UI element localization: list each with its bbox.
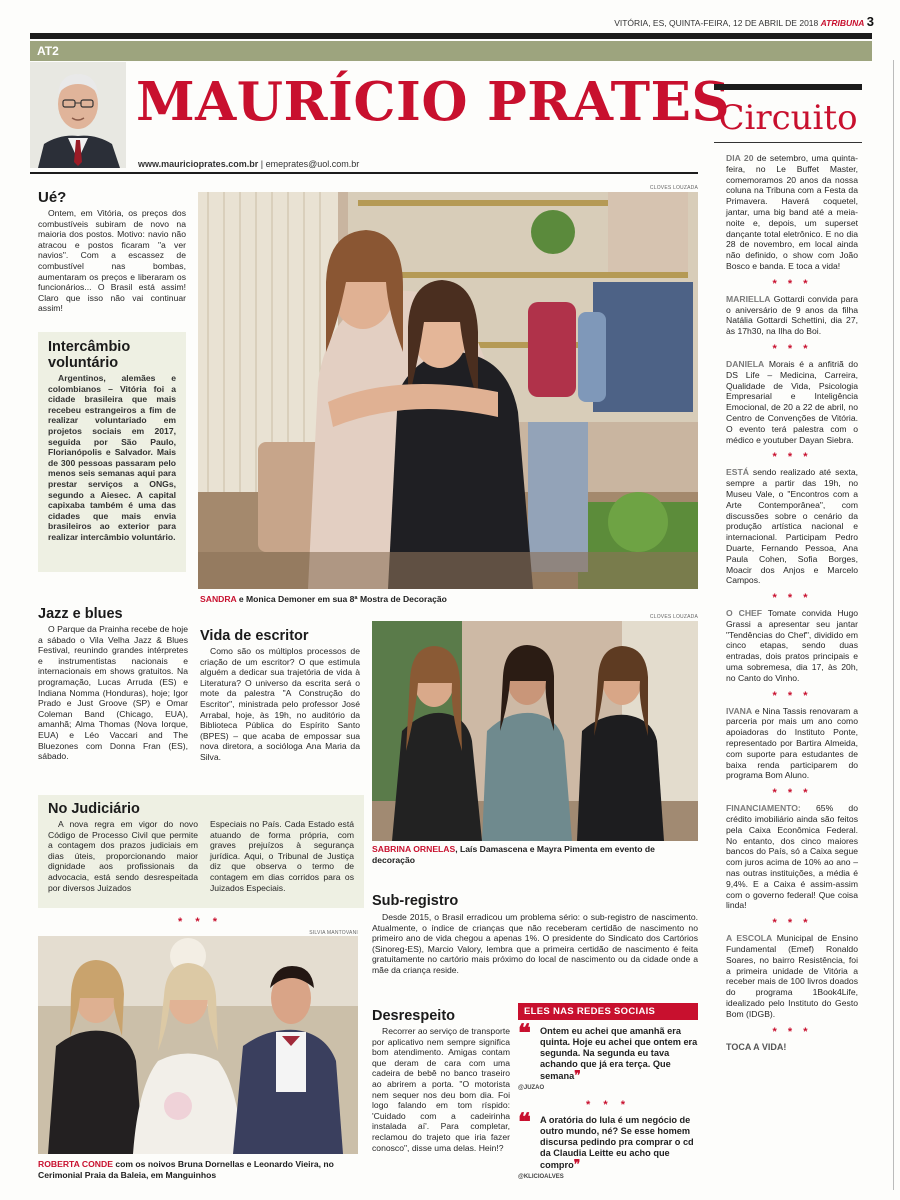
- second-photo: [372, 621, 698, 841]
- circuito-item: [726, 608, 858, 684]
- columnist-portrait: [30, 62, 126, 168]
- redes-quote-1-text: Ontem eu achei que amanhã era quinta. Hoje eu achei que ontem era segunda. Na segunda eu tava achando que já era terça. Que semana: [540, 1026, 698, 1081]
- article-judiciario-title: No Judiciário: [48, 801, 140, 817]
- contact-separator: |: [260, 159, 264, 169]
- article-desrespeito-text: Recorrer ao serviço de transporte por aplicativo nem sempre significa bom atendimento. Amigas contam que deram de cara com uma cadeira de bebê no banco traseiro ao abrirem a porta. "O motorista nem sequer nos deu bom dia. Foi logo falando em tom ríspido: 'Cuidado com a cadeirinha instalada aí'. Para completar, reclamou do trajeto que iria fazer conosco", disse uma delas. Hein!?: [372, 1026, 511, 1153]
- circuito-item: [726, 933, 858, 1019]
- circuito-item-lead: DANIELA: [726, 358, 765, 369]
- main-photo-credit: CLOVES LOUZADA: [649, 185, 698, 191]
- circuito-item: [726, 467, 858, 586]
- article-judiciario: [38, 795, 364, 908]
- circuito-items: [714, 153, 862, 1038]
- circuito-item-lead: MARIELLA: [726, 293, 771, 304]
- page-number: 3: [866, 14, 874, 29]
- main-photo-caption-name: SANDRA: [200, 594, 237, 604]
- circuito-item-text: sendo realizado até sexta, sempre a partir das 19h, no Museu Vale, o "Encontros com a Arte Contemporânea", com discussões sobre o cenário da produção artística nacional e internacional. Participam Pedro Duarte, Fernando Pessoa, Ana Paula Cohen, Sofia Borges, Moacir dos Anjos e Marcelo Campos.: [726, 467, 858, 586]
- circuito-item: [726, 294, 858, 337]
- paper-name: ATRIBUNA: [820, 18, 865, 28]
- column-title: MAURÍCIO PRATES: [136, 71, 731, 133]
- circuito-item-lead: FINANCIAMENTO:: [726, 803, 801, 814]
- contact-line: [138, 159, 359, 169]
- circuito-item-lead: DIA 20: [726, 153, 754, 163]
- article-intercambio-title: Intercâmbio voluntário: [48, 339, 131, 371]
- header-rule: [30, 172, 698, 174]
- article-intercambio-text: Argentinos, alemães e colombianos – Vitória foi a cidade brasileira que mais recebeu estrangeiros a fim de realizar voluntariado em projetos sociais em 2017, seguida por São Paulo, Florianópolis e Salvador. Mais de 300 pessoas passaram pelo menos seis semanas aqui para prestar serviços a ONGs, segundo a Aiesec. A capital capixaba também é uma das cidades que mais envia brasileiros ao exterior para realizar intercâmbio voluntário.: [48, 373, 176, 542]
- article-subregistro: [372, 893, 698, 976]
- article-vida: [200, 628, 360, 763]
- second-photo-caption-name: SABRINA ORNELAS: [372, 844, 456, 854]
- third-photo-caption: [38, 1159, 360, 1180]
- article-jazz: [38, 606, 188, 762]
- third-photo-credit: SILVIA MANTOVANI: [309, 930, 358, 936]
- top-rule: [30, 33, 872, 39]
- article-jazz-title: Jazz e blues: [38, 606, 123, 622]
- circuito-item-text: e Nina Tassis renovaram a parceria por mais um ano como apoiadoras do Instituto Ponte, representado por Bartira Almeida, com suporte para estudantes de baixa renda participarem do programa Bom Aluno.: [726, 705, 858, 781]
- circuito-item-lead: IVANA: [726, 705, 753, 716]
- circuito-item: [726, 153, 858, 272]
- right-edge-rule: [893, 60, 894, 1190]
- circuito-item-text: Tomate convida Hugo Grassi a apresentar seu jantar "Tendências do Chef", dividido em cinco etapas, sendo duas entradas, dois pratos principais e uma sobremesa, dia 17, às 20h, no Canto do Vinho.: [726, 608, 858, 683]
- article-vida-title: Vida de escritor: [200, 628, 309, 644]
- article-desrespeito-title: Desrespeito: [372, 1008, 456, 1024]
- circuito-item: [726, 803, 858, 911]
- circuito-closing: TOCA A VIDA!: [726, 1041, 787, 1052]
- section-bar: [30, 41, 872, 61]
- article-judiciario-text-right: Especiais no País. Cada Estado está atuando de forma própria, com graves prejuízos à segurança jurídica. Aqui, o Tribunal de Justiça diz que observa o termo de contagem em dias corridos para os Juizados Especiais.: [210, 819, 354, 893]
- article-subregistro-text: Desde 2015, o Brasil erradicou um problema sério: o sub-registro de nascimento. Atualmente, o índice de crianças que não receberam certidão de nascimento no primeiro ano de vida chegou a apenas 1%. O presidente do Sindicato dos Cartórios (Sinoreg-ES), Marcio Valory, lembra que a primeira certidão de nascimento é feita gratuitamente no cartório mais próximo do local de nascimento ou da cidade onde a mãe da criança reside.: [372, 912, 698, 975]
- article-ue-text: Ontem, em Vitória, os preços dos combustíveis subiram de novo na maioria dos postos. Motivo: navio não atracou e postos ficaram "a ver navios". Com a escassez de combustível nas bombas, aumentaram os preços e liberaram os funcionários... O Brasil está assim! Claro que isso não vai continuar assim!: [38, 208, 186, 314]
- open-quote-icon: ❝: [518, 1109, 531, 1136]
- redes-box: [518, 1003, 698, 1183]
- divider-stars: * * *: [772, 1025, 812, 1038]
- email-link[interactable]: emeprates@uol.com.br: [265, 159, 360, 169]
- divider-stars-redes: * * *: [586, 1099, 630, 1111]
- divider-stars: * * *: [772, 277, 812, 290]
- redes-handle-2: @KLICIOALVES: [518, 1174, 564, 1180]
- circuito-item: [726, 359, 858, 445]
- divider-stars: * * *: [772, 592, 812, 605]
- circuito-item-lead: O CHEF: [726, 608, 763, 619]
- divider-stars: * * *: [772, 787, 812, 800]
- main-photo: [198, 192, 698, 589]
- circuito-item-text: Gottardi convida para o aniversário de 9 anos da filha Natália Gottardi Schettini, dia 27, às 17h30, na Ilha do Boi.: [726, 293, 858, 337]
- circuito-item-text: de setembro, uma quinta-feira, no Le Buffet Master, comemoramos 20 anos da nossa coluna na Tribuna com a Festa da Primavera. Haverá coquetel, jantar, uma big band até a meia-noite e, depois, um superset dançante total eletrônico. E no dia 28 de novembro, em local ainda não definido, o show com João Bosco e banda. E toca a vida!: [726, 153, 858, 271]
- masthead-line: [612, 14, 874, 28]
- redes-handle-1: @JUZAO: [518, 1085, 545, 1091]
- circuito-item-text: Morais é a anfitriã do DS Life – Medicina, Carreira, Qualidade de Vida, Psicologia Empresarial e Inteligência Emocional, de 20 a 22 de abril, no Centro de Convenções de Vitória. O evento terá palestra com o médico e youtuber Dayan Siebra.: [726, 358, 858, 445]
- date-line: VITÓRIA, ES, QUINTA-FEIRA, 12 DE ABRIL DE 2018: [614, 18, 819, 28]
- article-intercambio: [38, 332, 186, 572]
- article-judiciario-text-left: A nova regra em vigor do novo Código de Processo Civil que permite a contagem dos prazos judiciais em dias úteis, proporcionando maior dignidade aos profissionais da advocacia, está sendo desrespeitada por diversos Juizados: [48, 819, 198, 893]
- article-subregistro-title: Sub-registro: [372, 893, 459, 909]
- section-label: AT2: [37, 44, 59, 58]
- close-quote-icon: ❞: [574, 1068, 581, 1082]
- main-photo-caption-text: e Monica Demoner em sua 8ª Mostra de Decoração: [236, 594, 447, 604]
- main-photo-caption: [200, 594, 698, 605]
- circuito-item-lead: ESTÁ: [726, 467, 749, 478]
- divider-stars: * * *: [772, 451, 812, 464]
- article-vida-text: Como são os múltiplos processos de criação de um escritor? O que estimula alguém a dedicar sua trajetória de vida à Literatura? O universo da escrita será o mote da palestra "A Construção do Escritor", ministrada pelo professor José Arrabal, hoje, às 19h, no auditório da Biblioteca Pública do Espírito Santo (BPES) – que acaba de empossar sua nova diretora, a socióloga Ana Maria da Silva.: [200, 646, 360, 762]
- divider-stars: * * *: [772, 689, 812, 702]
- circuito-item-text: Municipal de Ensino Fundamental (Emef) Ronaldo Soares, no bairro Resistência, foi a primeira unidade de Vitória a receber mais de 100 livros doados do programa 1Book4Life, idealizado pelo Instituto do Gesto Bom (IDGB).: [726, 933, 858, 1019]
- article-ue-title: Ué?: [38, 189, 67, 206]
- close-quote-icon: ❞: [573, 1157, 581, 1171]
- circuito-item: [726, 706, 858, 782]
- divider-stars-left: * * *: [178, 916, 222, 928]
- redes-quote-1: [518, 1020, 698, 1082]
- divider-stars: * * *: [772, 917, 812, 930]
- article-desrespeito: [372, 1008, 510, 1153]
- circuito-item-text: 65% do crédito imobiliário ainda são feitos pela Caixa Econômica Federal. No entanto, dos cinco maiores bancos do País, só a Caixa segue com juros acima de 10% ao ano – nas outras instituições, a média é 9,4%. E a Caixa é assim-assim com o governo federal! Que coisa linda!: [726, 803, 858, 911]
- third-photo-caption-name: ROBERTA CONDE: [38, 1159, 113, 1169]
- redes-quote-2-text: A oratória do lula é um negócio de outro mundo, né? Se esse homem discursa pedindo pra comprar o cd da Claudia Leitte eu acho que compro: [540, 1115, 694, 1170]
- circuito-column: [714, 84, 862, 1190]
- circuito-title: Circuito: [714, 98, 862, 143]
- open-quote-icon: ❝: [518, 1020, 531, 1047]
- circuito-item-lead: A ESCOLA: [726, 933, 773, 944]
- second-photo-caption: [372, 844, 698, 865]
- website-link[interactable]: www.mauricioprates.com.br: [138, 159, 259, 169]
- second-photo-credit: CLOVES LOUZADA: [649, 614, 698, 620]
- redes-header: ELES NAS REDES SOCIAIS: [518, 1003, 698, 1020]
- article-jazz-text: O Parque da Prainha recebe de hoje a sábado o Vila Velha Jazz & Blues Festival, reunindo grandes intérpretes e instrumentistas nacionais e internacionais em shows gratuitos. Na programação, Lucas Arruda (ES) e Indiana Nomma (Honduras), hoje; Igor Prado e Just Groove (SP) e Omar Coleman Band (Chicago, EUA), amanhã; Alma Thomas (Nova Iorque, EUA) e Léo Vaccari and The Bluezones com Donna Fran (ES), sábado.: [38, 624, 188, 762]
- redes-quote-2: [518, 1109, 698, 1171]
- third-photo: [38, 936, 358, 1154]
- second-photo-caption-text: , Laís Damascena e Mayra Pimenta em evento de decoração: [372, 844, 655, 865]
- third-photo-caption-text: com os noivos Bruna Dornellas e Leonardo Vieira, no Cerimonial Praia da Baleia, em Manguinhos: [38, 1159, 334, 1180]
- article-ue: [38, 190, 186, 314]
- divider-stars: * * *: [772, 342, 812, 355]
